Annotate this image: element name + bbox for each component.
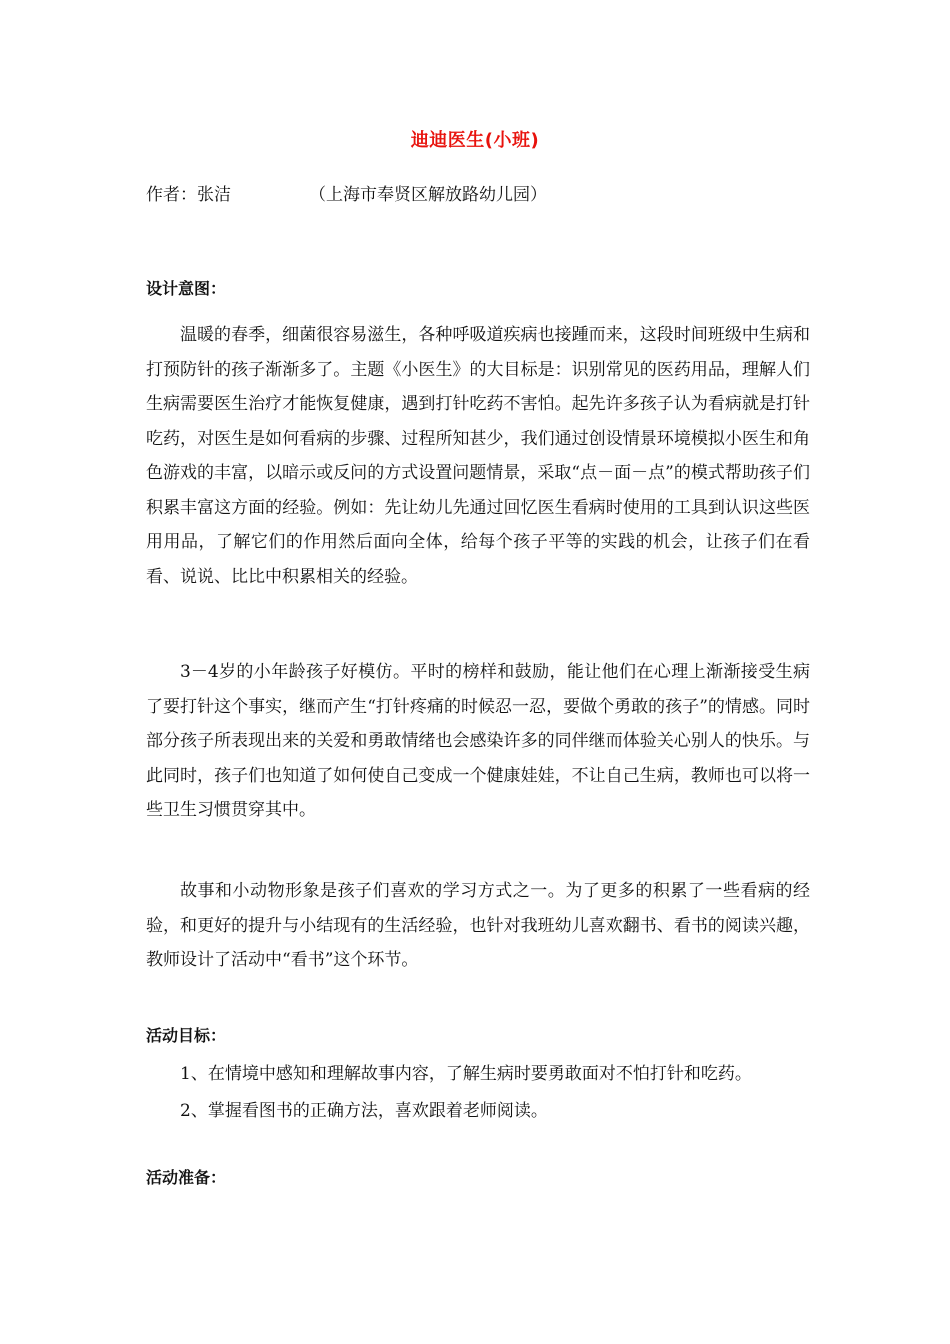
paragraph-design-intent-3: 故事和小动物形象是孩子们喜欢的学习方式之一。为了更多的积累了一些看病的经验，和更好的提升与小结现有的生活经验，也针对我班幼儿喜欢翻书、看书的阅读兴趣，教师设计了活动中“看书”这个环节。 — [146, 881, 810, 970]
paragraph-design-intent-1: 温暖的春季，细菌很容易滋生，各种呼吸道疾病也接踵而来，这段时间班级中生病和打预防针的孩子渐渐多了。主题《小医生》的大目标是：识别常见的医药用品，理解人们生病需要医生治疗才能恢复健康，遇到打针吃药不害怕。起先许多孩子认为看病就是打针吃药，对医生是如何看病的步骤、过程所知甚少，我们通过创设情景环境模拟小医生和角色游戏的丰富，以暗示或反问的方式设置问题情景，采取“点－面－点”的模式帮助孩子们积累丰富这方面的经验。例如：先让幼儿先通过回忆医生看病时使用的工具到认识这些医用用品，了解它们的作用然后面向全体，给每个孩子平等的实践的机会，让孩子们在看看、说说、比比中积累相关的经验。 — [146, 325, 810, 587]
goal-item-2: 2、掌握看图书的正确方法，喜欢跟着老师阅读。 — [180, 1101, 548, 1121]
author-affiliation: （上海市奉贤区解放路幼儿园） — [309, 185, 547, 205]
author-line — [146, 180, 547, 205]
author-name: 作者：张洁 — [146, 185, 231, 205]
section-heading-preparation: 活动准备： — [146, 1168, 227, 1187]
section-heading-design-intent: 设计意图： — [146, 279, 227, 298]
section-heading-goals: 活动目标： — [146, 1026, 227, 1045]
goal-item-1: 1、在情境中感知和理解故事内容，了解生病时要勇敢面对不怕打针和吃药。 — [180, 1064, 752, 1084]
paragraph-design-intent-2: 3－4岁的小年龄孩子好模仿。平时的榜样和鼓励，能让他们在心理上渐渐接受生病了要打针这个事实，继而产生“打针疼痛的时候忍一忍，要做个勇敢的孩子”的情感。同时部分孩子所表现出来的关爱和勇敢情绪也会感染许多的同伴继而体验关心别人的快乐。与此同时，孩子们也知道了如何使自己变成一个健康娃娃，不让自己生病，教师也可以将一些卫生习惯贯穿其中。 — [146, 662, 810, 820]
document-title: 迪迪医生(小班) — [410, 130, 540, 151]
